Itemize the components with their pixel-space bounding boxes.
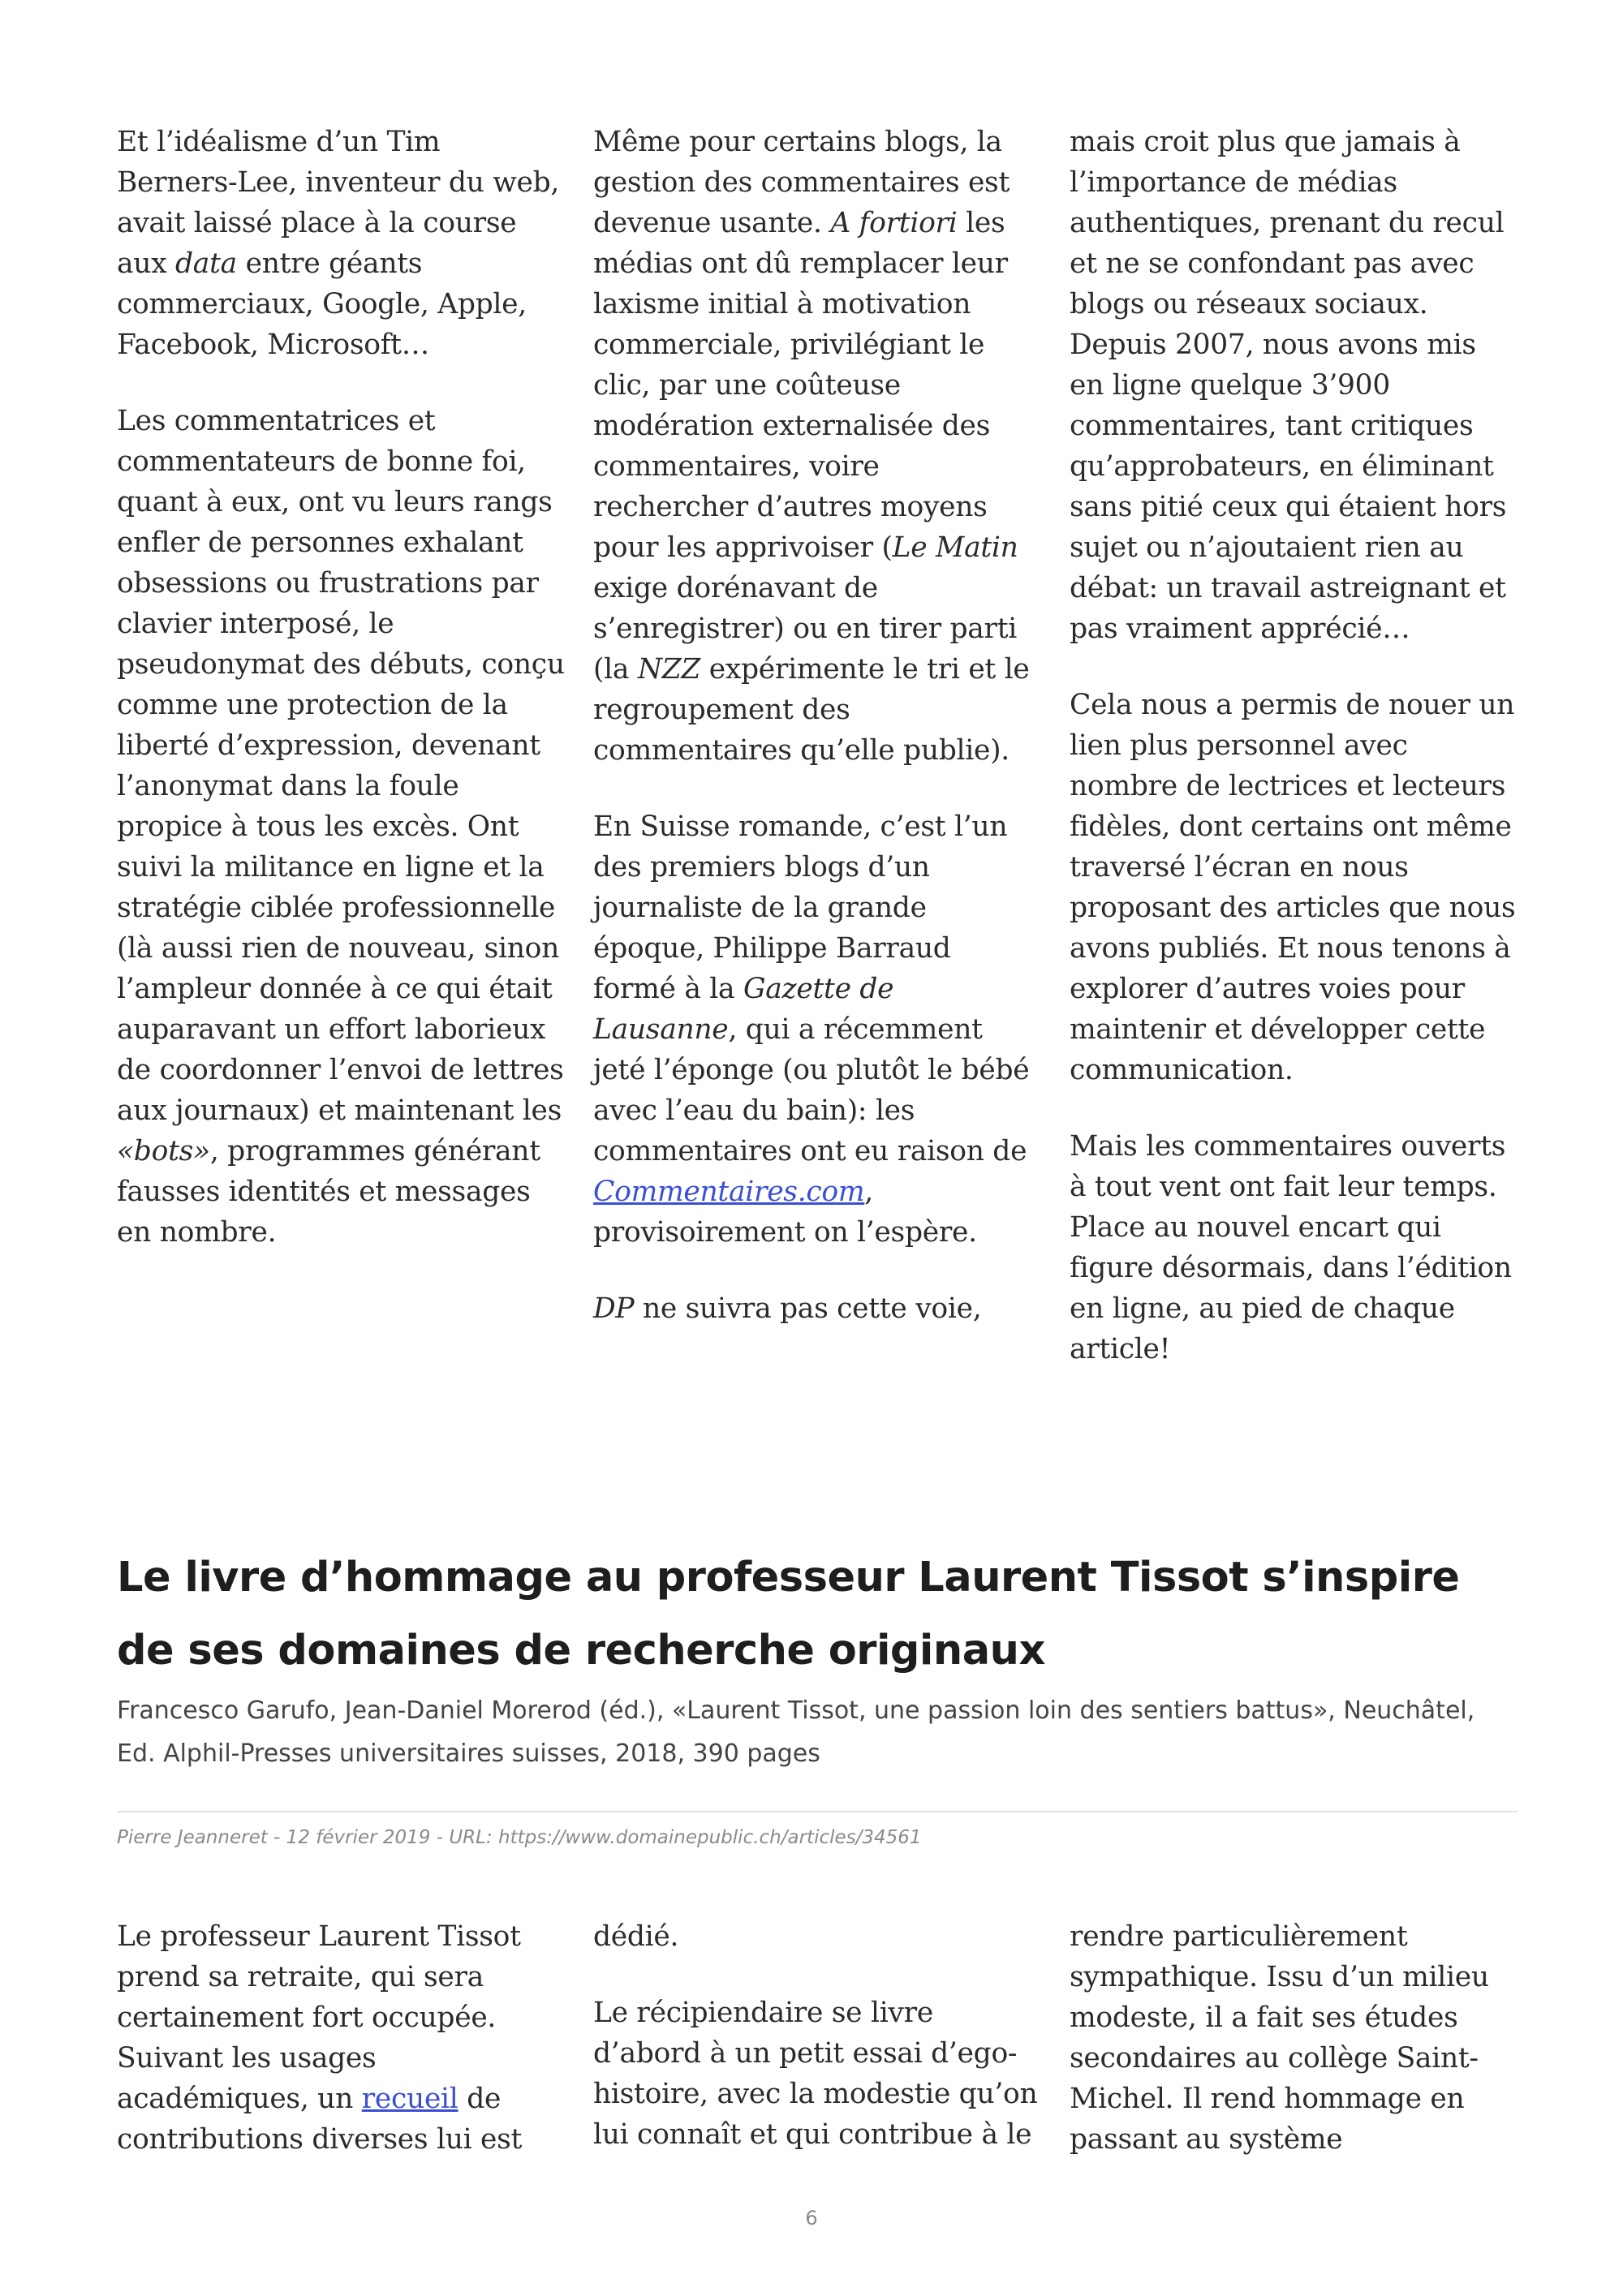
bottom-columns: [117, 1916, 1518, 2160]
italic-text: NZZ: [637, 653, 701, 686]
text-run: mais croit plus que jamais à l’importance de médias authentiques, prenant du recul et ne se confondant pas avec blogs ou réseaux sociaux. Depuis 2007, nous avons mis en ligne quelque 3’900 commentaires, tant critiques qu’approbateurs, en éliminant sans pitié ceux qui étaient hors sujet ou n’ajoutaient rien au débat: un travail astreignant et pas vraiment apprécié…: [1070, 126, 1507, 645]
paragraph: [117, 1916, 565, 2160]
paragraph: [593, 1993, 1041, 2155]
text-run: , qui a récemment jeté l’éponge (ou plutôt le bébé avec l’eau du bain): les commentaires ont eu raison de: [593, 1013, 1030, 1167]
text-run: expérimente le tri et le regroupement des commentaires qu’elle publie).: [593, 653, 1030, 767]
paragraph: [593, 1916, 1041, 1957]
paragraph: [117, 401, 565, 1253]
paragraph: [593, 806, 1041, 1253]
column: [117, 1916, 565, 2160]
text-run: rendre particulièrement sympathique. Issu d’un milieu modeste, il a fait ses études secondaires au collège Saint-Michel. Il rend hommage en passant au système: [1070, 1920, 1489, 2156]
text-run: , provisoirement on l’espère.: [593, 1176, 977, 1249]
column: [1070, 1916, 1518, 2160]
text-run: En Suisse romande, c’est l’un des premiers blogs d’un journaliste de la grande époque, Philippe Barraud formé à la: [593, 810, 1008, 1005]
paragraph: [1070, 685, 1518, 1090]
paragraph: [1070, 122, 1518, 649]
text-run: Cela nous a permis de nouer un lien plus personnel avec nombre de lectrices et lecteurs fidèles, dont certains ont même traversé l’écran en nous proposant des articles que nous avons publiés. Et nous tenons à explorer d’autres voies pour maintenir et développer cette communication.: [1070, 689, 1516, 1086]
paragraph: [593, 122, 1041, 771]
divider: [117, 1811, 1518, 1812]
text-run: dédié.: [593, 1920, 679, 1953]
italic-text: Gazette de Lausanne: [593, 973, 894, 1046]
article-title: Le livre d’hommage au professeur Laurent Tissot s’inspire de ses domaines de recherche originaux: [117, 1554, 1460, 1675]
italic-text: data: [175, 247, 237, 280]
paragraph: [593, 1288, 1041, 1329]
text-run: Le récipiendaire se livre d’abord à un petit essai d’ego-histoire, avec la modestie qu’on lui connaît et qui contribue à le: [593, 1997, 1038, 2151]
text-run: Mais les commentaires ouverts à tout vent ont fait leur temps. Place au nouvel encart qui figure désormais, dans l’édition en ligne, au pied de chaque article!: [1070, 1130, 1512, 1365]
text-run: Même pour certains blogs, la gestion des commentaires est devenue usante.: [593, 126, 1010, 239]
italic-text: DP: [593, 1292, 635, 1325]
italic-text: Le Matin: [892, 531, 1018, 564]
paragraph: [1070, 1126, 1518, 1369]
text-run: Et l’idéalisme d’un Tim Berners-Lee, inventeur du web, avait laissé place à la course aux: [117, 126, 560, 280]
top-columns: [117, 122, 1518, 1369]
text-run: de contributions diverses lui est: [117, 2083, 523, 2156]
text-run: Le professeur Laurent Tissot prend sa retraite, qui sera certainement fort occupée. Suivant les usages académiques, un: [117, 1920, 521, 2115]
article-subtitle: Francesco Garufo, Jean-Daniel Morerod (éd.), «Laurent Tissot, une passion loin des sentiers battus», Neuchâtel, Ed. Alphil-Presses universitaires suisses, 2018, 390 pages: [117, 1696, 1475, 1768]
italic-text: A fortiori: [830, 207, 958, 239]
column: [1070, 122, 1518, 1369]
text-run: exige dorénavant de s’enregistrer) ou en tirer parti (la: [593, 572, 1018, 686]
inline-link[interactable]: recueil: [361, 2083, 458, 2115]
text-run: ne suivra pas cette voie,: [634, 1292, 982, 1325]
text-run: entre géants commerciaux, Google, Apple, Facebook, Microsoft…: [117, 247, 527, 361]
italic-text: «bots»: [117, 1135, 210, 1167]
text-run: Les commentatrices et commentateurs de bonne foi, quant à eux, ont vu leurs rangs enfler de personnes exhalant obsessions ou frustrations par clavier interposé, le pseudonymat des débuts, conçu comme une protection de la liberté d’expression, devenant l’anonymat dans la foule propice à tous les excès. Ont suivi la militance en ligne et la stratégie ciblée professionnelle (là aussi rien de nouveau, sinon l’ampleur donnée à ce qui était auparavant un effort laborieux de coordonner l’envoi de lettres aux journaux) et maintenant les: [117, 405, 565, 1127]
column: [117, 122, 565, 1369]
paragraph: [117, 122, 565, 365]
column: [593, 1916, 1041, 2160]
inline-link[interactable]: Commentaires.com: [593, 1176, 865, 1208]
column: [593, 122, 1041, 1369]
page-number: 6: [805, 2207, 818, 2229]
article-meta: Pierre Jeanneret - 12 février 2019 - URL: https://www.domainepublic.ch/articles/34561: [117, 1827, 922, 1848]
text-run: les médias ont dû remplacer leur laxisme initial à motivation commerciale, privilégiant le clic, par une coûteuse modération externalisée des commentaires, voire rechercher d’autres moyens pour les apprivoiser (: [593, 207, 1008, 564]
text-run: , programmes générant fausses identités et messages en nombre.: [117, 1135, 540, 1249]
paragraph: [1070, 1916, 1518, 2160]
